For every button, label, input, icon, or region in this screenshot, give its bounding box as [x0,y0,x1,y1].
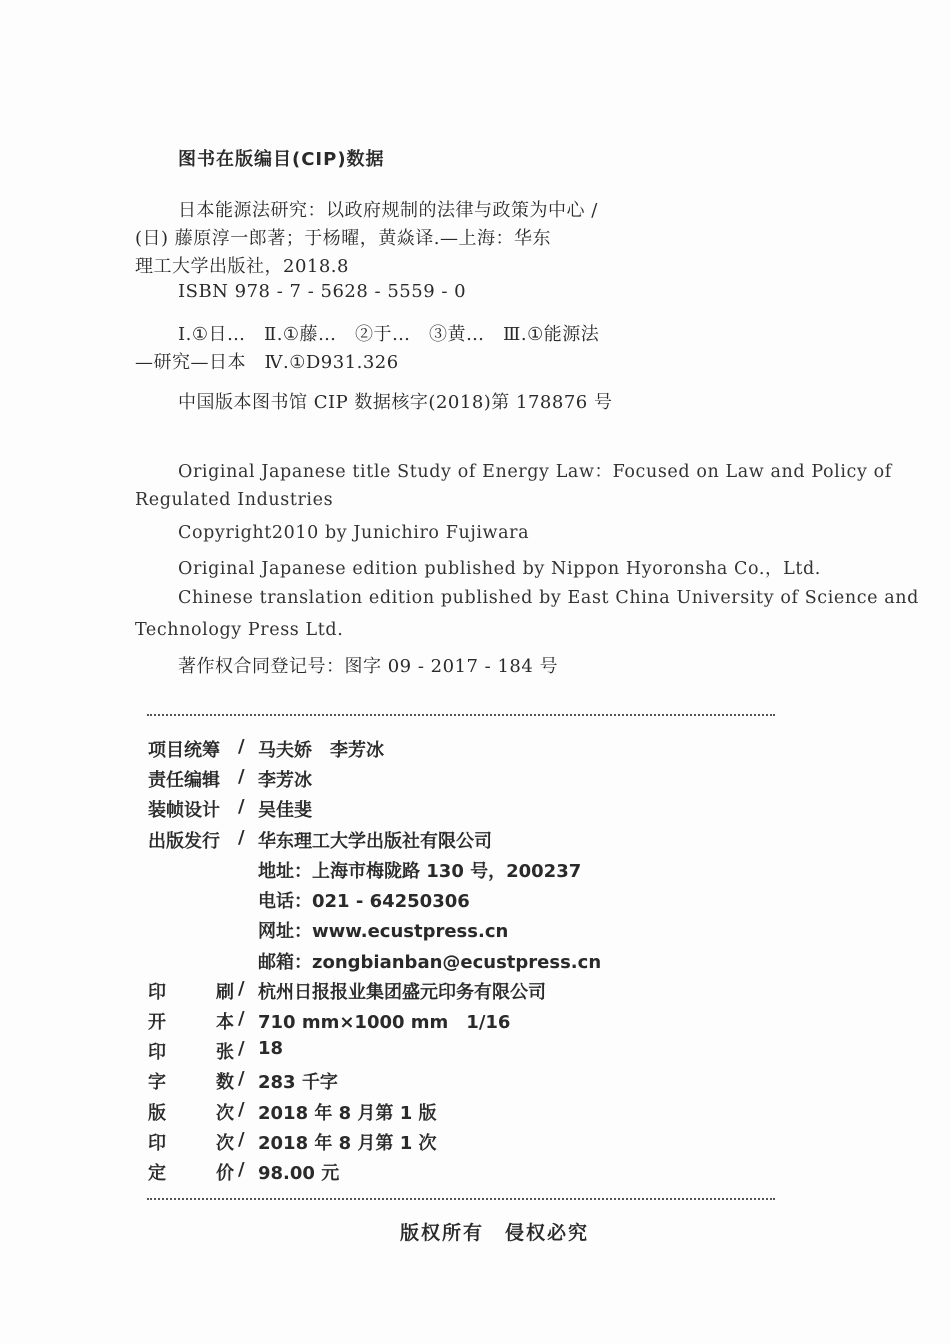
publisher-email: 邮箱：zongbianban@ecustpress.cn [258,952,602,973]
cip-line-isbn: ISBN 978 - 7 - 5628 - 5559 - 0 [178,281,467,302]
credit-separator: / [238,1129,245,1150]
cip-line-authors: (日) 藤原淳一郎著；于杨曜，黄焱译.—上海：华东 [135,228,551,249]
spec-label-a: 定 [148,1163,166,1184]
cip-line-publisher: 理工大学出版社，2018.8 [135,256,349,277]
spec-label-b: 次 [216,1103,234,1124]
spec-label-a: 版 [148,1103,166,1124]
credit-label: 装帧设计 [148,800,220,821]
rights-translation-edition: Chinese translation edition published by East China University of Science and [178,588,919,608]
credit-separator: / [238,1008,245,1029]
spec-value: 710 mm×1000 mm 1/16 [258,1012,511,1033]
cip-line-subjects-cont: —研究—日本 Ⅳ.①D931.326 [135,352,399,373]
spec-value: 2018 年 8 月第 1 次 [258,1133,437,1154]
spec-label-b: 次 [216,1133,234,1154]
spec-value: 2018 年 8 月第 1 版 [258,1103,437,1124]
spec-label-a: 印 [148,1133,166,1154]
credit-value: 华东理工大学出版社有限公司 [258,831,492,852]
credit-label: 责任编辑 [148,770,220,791]
publisher-website: 网址：www.ecustpress.cn [258,921,509,942]
rights-translation-edition-cont: Technology Press Ltd. [135,620,344,640]
spec-row-format [0,1008,950,1032]
spec-row-edition [0,1099,950,1123]
credit-row-publisher [0,827,950,851]
spec-label [148,1068,234,1094]
spec-label-b: 价 [216,1163,234,1184]
credit-value: 吴佳斐 [258,800,312,821]
spec-label [148,1159,234,1185]
spec-row-wordcount [0,1068,950,1092]
spec-label-a: 字 [148,1072,166,1093]
cip-line-record: 中国版本图书馆 CIP 数据核字(2018)第 178876 号 [178,392,613,413]
credit-separator: / [238,796,245,817]
spec-row-sheets [0,1038,950,1062]
spec-label [148,1038,234,1064]
spec-label [148,1099,234,1125]
rights-original-title: Original Japanese title Study of Energy Law：Focused on Law and Policy of [178,462,892,482]
credit-row-coordinator [0,736,950,760]
cip-line-subjects: Ⅰ.①日… Ⅱ.①藤… ②于… ③黄… Ⅲ.①能源法 [178,324,600,345]
credit-value: 李芳冰 [258,770,312,791]
credit-label: 项目统筹 [148,740,220,761]
rights-registration: 著作权合同登记号：图字 09 - 2017 - 184 号 [178,656,559,677]
spec-row-price [0,1159,950,1183]
credit-row-designer [0,796,950,820]
spec-label-b: 数 [216,1072,234,1093]
rights-original-edition: Original Japanese edition published by Nippon Hyoronsha Co.，Ltd. [178,559,821,579]
credit-separator: / [238,1099,245,1120]
spec-label-b: 刷 [216,982,234,1003]
credit-separator: / [238,736,245,757]
rights-original-title-cont: Regulated Industries [135,490,334,510]
credit-separator: / [238,1159,245,1180]
spec-label [148,1129,234,1155]
spec-value: 18 [258,1038,284,1059]
spec-value: 98.00 元 [258,1163,340,1184]
spec-label-a: 开 [148,1012,166,1033]
dotted-divider-top [147,714,775,716]
spec-label-b: 本 [216,1012,234,1033]
credit-separator: / [238,978,245,999]
spec-label-a: 印 [148,1042,166,1063]
spec-label-a: 印 [148,982,166,1003]
spec-value: 杭州日报报业集团盛元印务有限公司 [258,982,546,1003]
credit-label: 出版发行 [148,831,220,852]
spec-label [148,1008,234,1034]
spec-label-b: 张 [216,1042,234,1063]
spec-value: 283 千字 [258,1072,338,1093]
dotted-divider-bottom [147,1198,775,1200]
cip-line-title: 日本能源法研究：以政府规制的法律与政策为中心 / [178,200,598,221]
rights-copyright: Copyright2010 by Junichiro Fujiwara [178,523,530,543]
credit-separator: / [238,766,245,787]
spec-label [148,978,234,1004]
credit-value: 马夫娇 李芳冰 [258,740,384,761]
credit-separator: / [238,1068,245,1089]
credit-row-editor [0,766,950,790]
publisher-address: 地址：上海市梅陇路 130 号，200237 [258,861,582,882]
publisher-phone: 电话：021 - 64250306 [258,891,470,912]
spec-row-printing [0,1129,950,1153]
rights-reserved-notice: 版权所有 侵权必究 [400,1222,590,1244]
cip-heading: 图书在版编目(CIP)数据 [178,149,385,170]
credit-separator: / [238,1038,245,1059]
credit-separator: / [238,827,245,848]
spec-row-printer [0,978,950,1002]
